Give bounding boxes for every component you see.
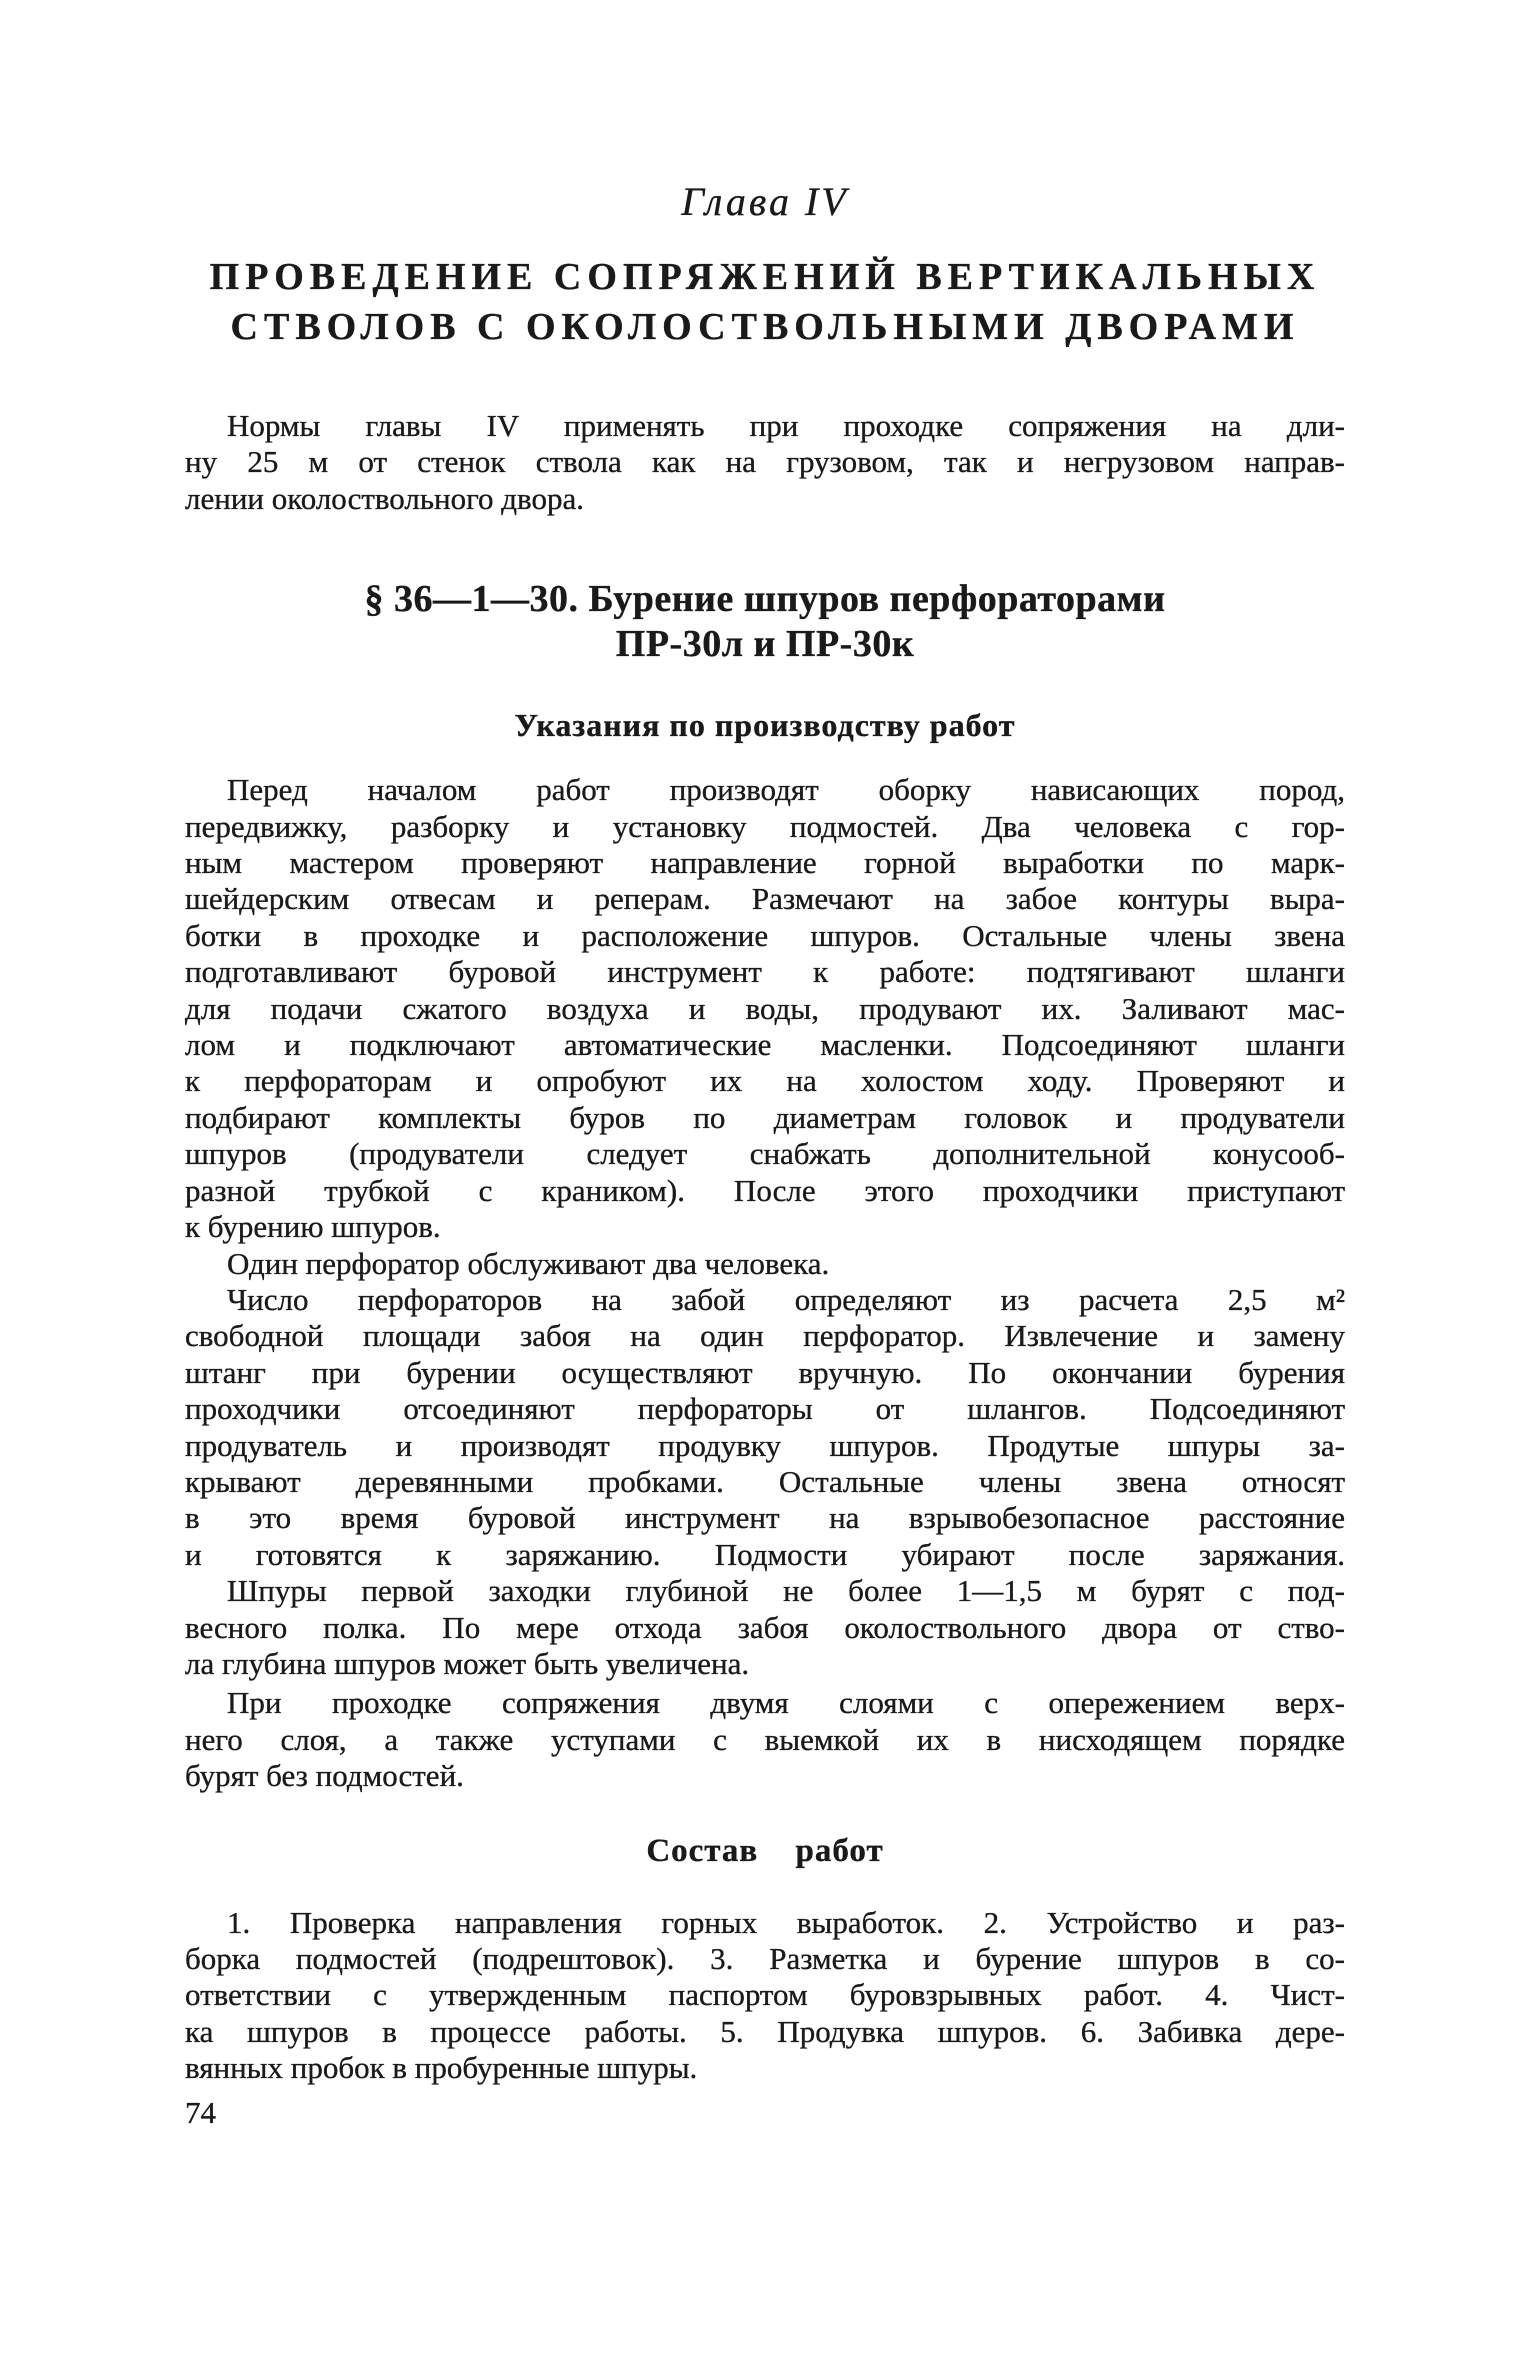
text-line: ла глубина шпуров может быть увеличена. [185, 1645, 750, 1681]
text-line: бурят без подмостей. [185, 1758, 464, 1794]
text-line: продуватель и производят продувку шпуров. Продутые шпуры за- [185, 1427, 1345, 1463]
text-line: Число перфораторов на забой определяют из расчета 2,5 м² [227, 1281, 1345, 1317]
text-line: штанг при бурении осуществляют вручную. По окончании бурения [185, 1354, 1345, 1390]
text-line: ответствии с утвержденным паспортом буровзрывных работ. 4. Чист- [185, 1977, 1345, 2013]
text-line: При проходке сопряжения двумя слоями с опережением верх- [227, 1685, 1345, 1721]
text-line: разной трубкой с краником). После этого проходчики приступают [185, 1172, 1345, 1208]
work-instructions-subheading: Указания по производству работ [514, 707, 1016, 744]
work-instructions-paragraph-4 [185, 1573, 1345, 1682]
text-line: него слоя, а также уступами с выемкой их в нисходящем порядке [185, 1721, 1345, 1757]
composition-of-works-paragraph [185, 1905, 1345, 2087]
text-line: ка шпуров в процессе работы. 5. Продувка шпуров. 6. Забивка дере- [185, 2013, 1345, 2049]
work-instructions-paragraph-1 [185, 772, 1345, 1245]
text-block [185, 0, 1345, 2131]
text-line: борка подмостей (подрештовок). 3. Разметка и бурение шпуров в со- [185, 1941, 1345, 1976]
text-line: ботки в проходке и расположение шпуров. Остальные члены звена [185, 917, 1345, 953]
text-line: 1. Проверка направления горных выработок. 2. Устройство и раз- [227, 1904, 1345, 1940]
composition-of-works-heading: Состав работ [646, 1832, 884, 1869]
text-line: весного полка. По мере отхода забоя околоствольного двора от ство- [185, 1609, 1345, 1645]
page-number: 74 [185, 2094, 216, 2130]
work-instructions-paragraph-5 [185, 1685, 1345, 1794]
text-line: лом и подключают автоматические масленки. Подсоединяют шланги [185, 1027, 1345, 1063]
chapter-label: Глава IV [681, 179, 849, 224]
text-line: Один перфоратор обслуживают два человека. [227, 1245, 830, 1281]
work-instructions-paragraph-2 [185, 1246, 1345, 1282]
text-line: передвижку, разборку и установку подмостей. Два человека с гор- [185, 808, 1345, 844]
text-line: Нормы главы IV применять при проходке сопряжения на дли- [227, 408, 1345, 443]
chapter-title-line-1: ПРОВЕДЕНИЕ СОПРЯЖЕНИЙ ВЕРТИКАЛЬНЫХ [209, 256, 1321, 298]
text-line: шейдерским отвесам и реперам. Размечают на забое контуры выра- [185, 881, 1345, 917]
text-line: подбирают комплекты буров по диаметрам головок и продуватели [185, 1099, 1345, 1135]
text-line: ну 25 м от стенок ствола как на грузовом, так и негрузовом направ- [185, 444, 1345, 480]
text-line: и готовятся к заряжанию. Подмости убирают после заряжания. [185, 1536, 1345, 1572]
section-heading-line-2: ПР-30л и ПР-30к [615, 623, 915, 666]
text-line: Перед началом работ производят оборку нависающих пород, [227, 772, 1345, 808]
chapter-title-line-2: СТВОЛОВ С ОКОЛОСТВОЛЬНЫМИ ДВОРАМИ [230, 306, 1300, 348]
work-instructions-paragraph-3 [185, 1282, 1345, 1573]
section-heading-line-1: § 36—1—30. Бурение шпуров перфораторами [364, 578, 1166, 621]
intro-paragraph [185, 408, 1345, 517]
chapter-title [185, 252, 1345, 352]
text-line: крывают деревянными пробками. Остальные члены звена относят [185, 1463, 1345, 1499]
text-line: к бурению шпуров. [185, 1209, 441, 1245]
text-line: шпуров (продуватели следует снабжать дополнительной конусооб- [185, 1136, 1345, 1172]
text-line: проходчики отсоединяют перфораторы от шлангов. Подсоединяют [185, 1391, 1345, 1427]
text-line: Шпуры первой заходки глубиной не более 1—1,5 м бурят с под- [227, 1573, 1345, 1609]
text-line: свободной площади забоя на один перфоратор. Извлечение и замену [185, 1318, 1345, 1354]
text-line: подготавливают буровой инструмент к работе: подтягивают шланги [185, 954, 1345, 990]
text-line: в это время буровой инструмент на взрывобезопасное расстояние [185, 1500, 1345, 1536]
text-line: для подачи сжатого воздуха и воды, продувают их. Заливают мас- [185, 990, 1345, 1026]
text-line: лении околоствольного двора. [185, 480, 584, 516]
text-line: к перфораторам и опробуют их на холостом ходу. Проверяют и [185, 1063, 1345, 1099]
text-line: ным мастером проверяют направление горной выработки по марк- [185, 845, 1345, 881]
text-line: вянных пробок в пробуренные шпуры. [185, 2050, 698, 2086]
section-heading [185, 577, 1345, 667]
